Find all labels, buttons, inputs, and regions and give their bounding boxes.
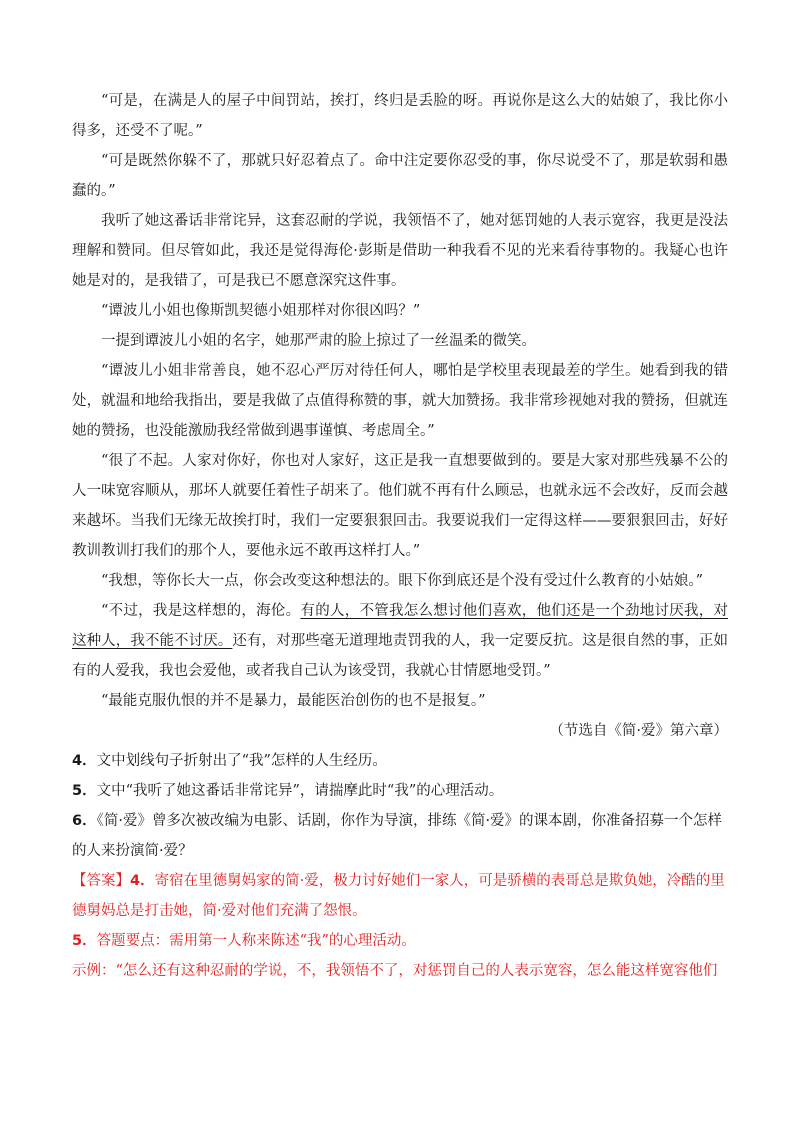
- question-4: [72, 746, 728, 776]
- answer-5-example: 示例：“怎么还有这种忍耐的学说，不，我领悟不了，对惩罚自己的人表示宽容，怎么能这样宽容他们: [72, 963, 718, 979]
- passage-source: （节选自《简·爱》第六章）: [549, 723, 728, 739]
- passage-paragraph-4: “谭波儿小姐也像斯凯契德小姐那样对你很凶吗？”: [101, 303, 421, 319]
- question-5: [72, 776, 728, 806]
- question-6-text: 《简·爱》曾多次被改编为电影、话剧，你作为导演，排练《简·爱》的课本剧，你准备招募一个怎样的人来扮演简·爱？: [72, 813, 723, 859]
- underlined-sentence: 有的人，不管我怎么想讨他们喜欢，他们还是一个劲地讨厌我，对这种人，我不能不讨厌。: [72, 603, 728, 649]
- passage-paragraph-1: “可是，在满是人的屋子中间罚站，挨打，终归是丢脸的呀。再说你是这么大的姑娘了，我比你小得多，还受不了呢。”: [72, 93, 728, 139]
- question-4-text: 文中划线句子折射出了“我”怎样的人生经历。: [96, 753, 387, 769]
- question-5-text: 文中“我听了她这番话非常诧异”，请揣摩此时“我”的心理活动。: [96, 783, 504, 799]
- paragraph-9-lead: “不过，我是这样想的，海伦。: [101, 603, 301, 619]
- passage-paragraph-5: 一提到谭波儿小姐的名字，她那严肃的脸上掠过了一丝温柔的微笑。: [101, 333, 536, 349]
- passage-paragraph-7: “很了不起。人家对你好，你也对人家好，这正是我一直想要做到的。要是大家对那些残暴不公的人一味宽容顺从，那坏人就要任着性子胡来了。他们就不再有什么顾忌，也就永远不会改好，反而会越来越坏。当我们无缘无故挨打时，我们一定要狠狠回击。我要说我们一定得这样——要狠狠回击，好好教训教训打我们的那个人，要他永远不敢再这样打人。”: [72, 453, 728, 559]
- passage-paragraph-10: “最能克服仇恨的并不是暴力，最能医治创伤的也不是报复。”: [101, 693, 486, 709]
- answer-4: [72, 866, 728, 926]
- passage-paragraph-3: 我听了她这番话非常诧异，这套忍耐的学说，我领悟不了，她对惩罚她的人表示宽容，我更是没法理解和赞同。但尽管如此，我还是觉得海伦·彭斯是借助一种我看不见的光来看待事物的。我疑心也许她是对的，是我错了，可是我已不愿意深究这件事。: [72, 213, 728, 289]
- question-6: [72, 806, 728, 866]
- answer-4-number: 4．: [130, 873, 155, 889]
- answer-5: [72, 926, 728, 956]
- answer-5-text: 答题要点：需用第一人称来陈述“我”的心理活动。: [96, 933, 416, 949]
- passage-paragraph-8: “我想，等你长大一点，你会改变这种想法的。眼下你到底还是个没有受过什么教育的小姑娘。”: [101, 573, 704, 589]
- question-4-number: 4．: [72, 753, 97, 769]
- question-5-number: 5．: [72, 783, 97, 799]
- passage-paragraph-2: “可是既然你躲不了，那就只好忍着点了。命中注定要你忍受的事，你尽说受不了，那是软弱和愚蠢的。”: [72, 153, 728, 199]
- answer-5-number: 5．: [72, 933, 97, 949]
- answer-tag: 【答案】: [72, 873, 130, 889]
- passage-paragraph-6: “谭波儿小姐非常善良，她不忍心严厉对待任何人，哪怕是学校里表现最差的学生。她看到我的错处，就温和地给我指出，要是我做了点值得称赞的事，就大加赞扬。我非常珍视她对我的赞扬，但就连她的赞扬，也没能激励我经常做到遇事谨慎、考虑周全。”: [72, 363, 728, 439]
- document-page: [72, 86, 728, 986]
- paragraph-9-tail: 还有，对那些毫无道理地责罚我的人，我一定要反抗。这是很自然的事，正如有的人爱我，我也会爱他，或者我自己认为该受罚，我就心甘情愿地受罚。”: [72, 633, 728, 679]
- question-6-number: 6．: [72, 813, 97, 829]
- answer-4-text: 寄宿在里德舅妈家的简·爱，极力讨好她们一家人，可是骄横的表哥总是欺负她，冷酷的里德舅妈总是打击她，简·爱对他们充满了怨恨。: [72, 873, 725, 919]
- passage-paragraph-9: [72, 596, 728, 686]
